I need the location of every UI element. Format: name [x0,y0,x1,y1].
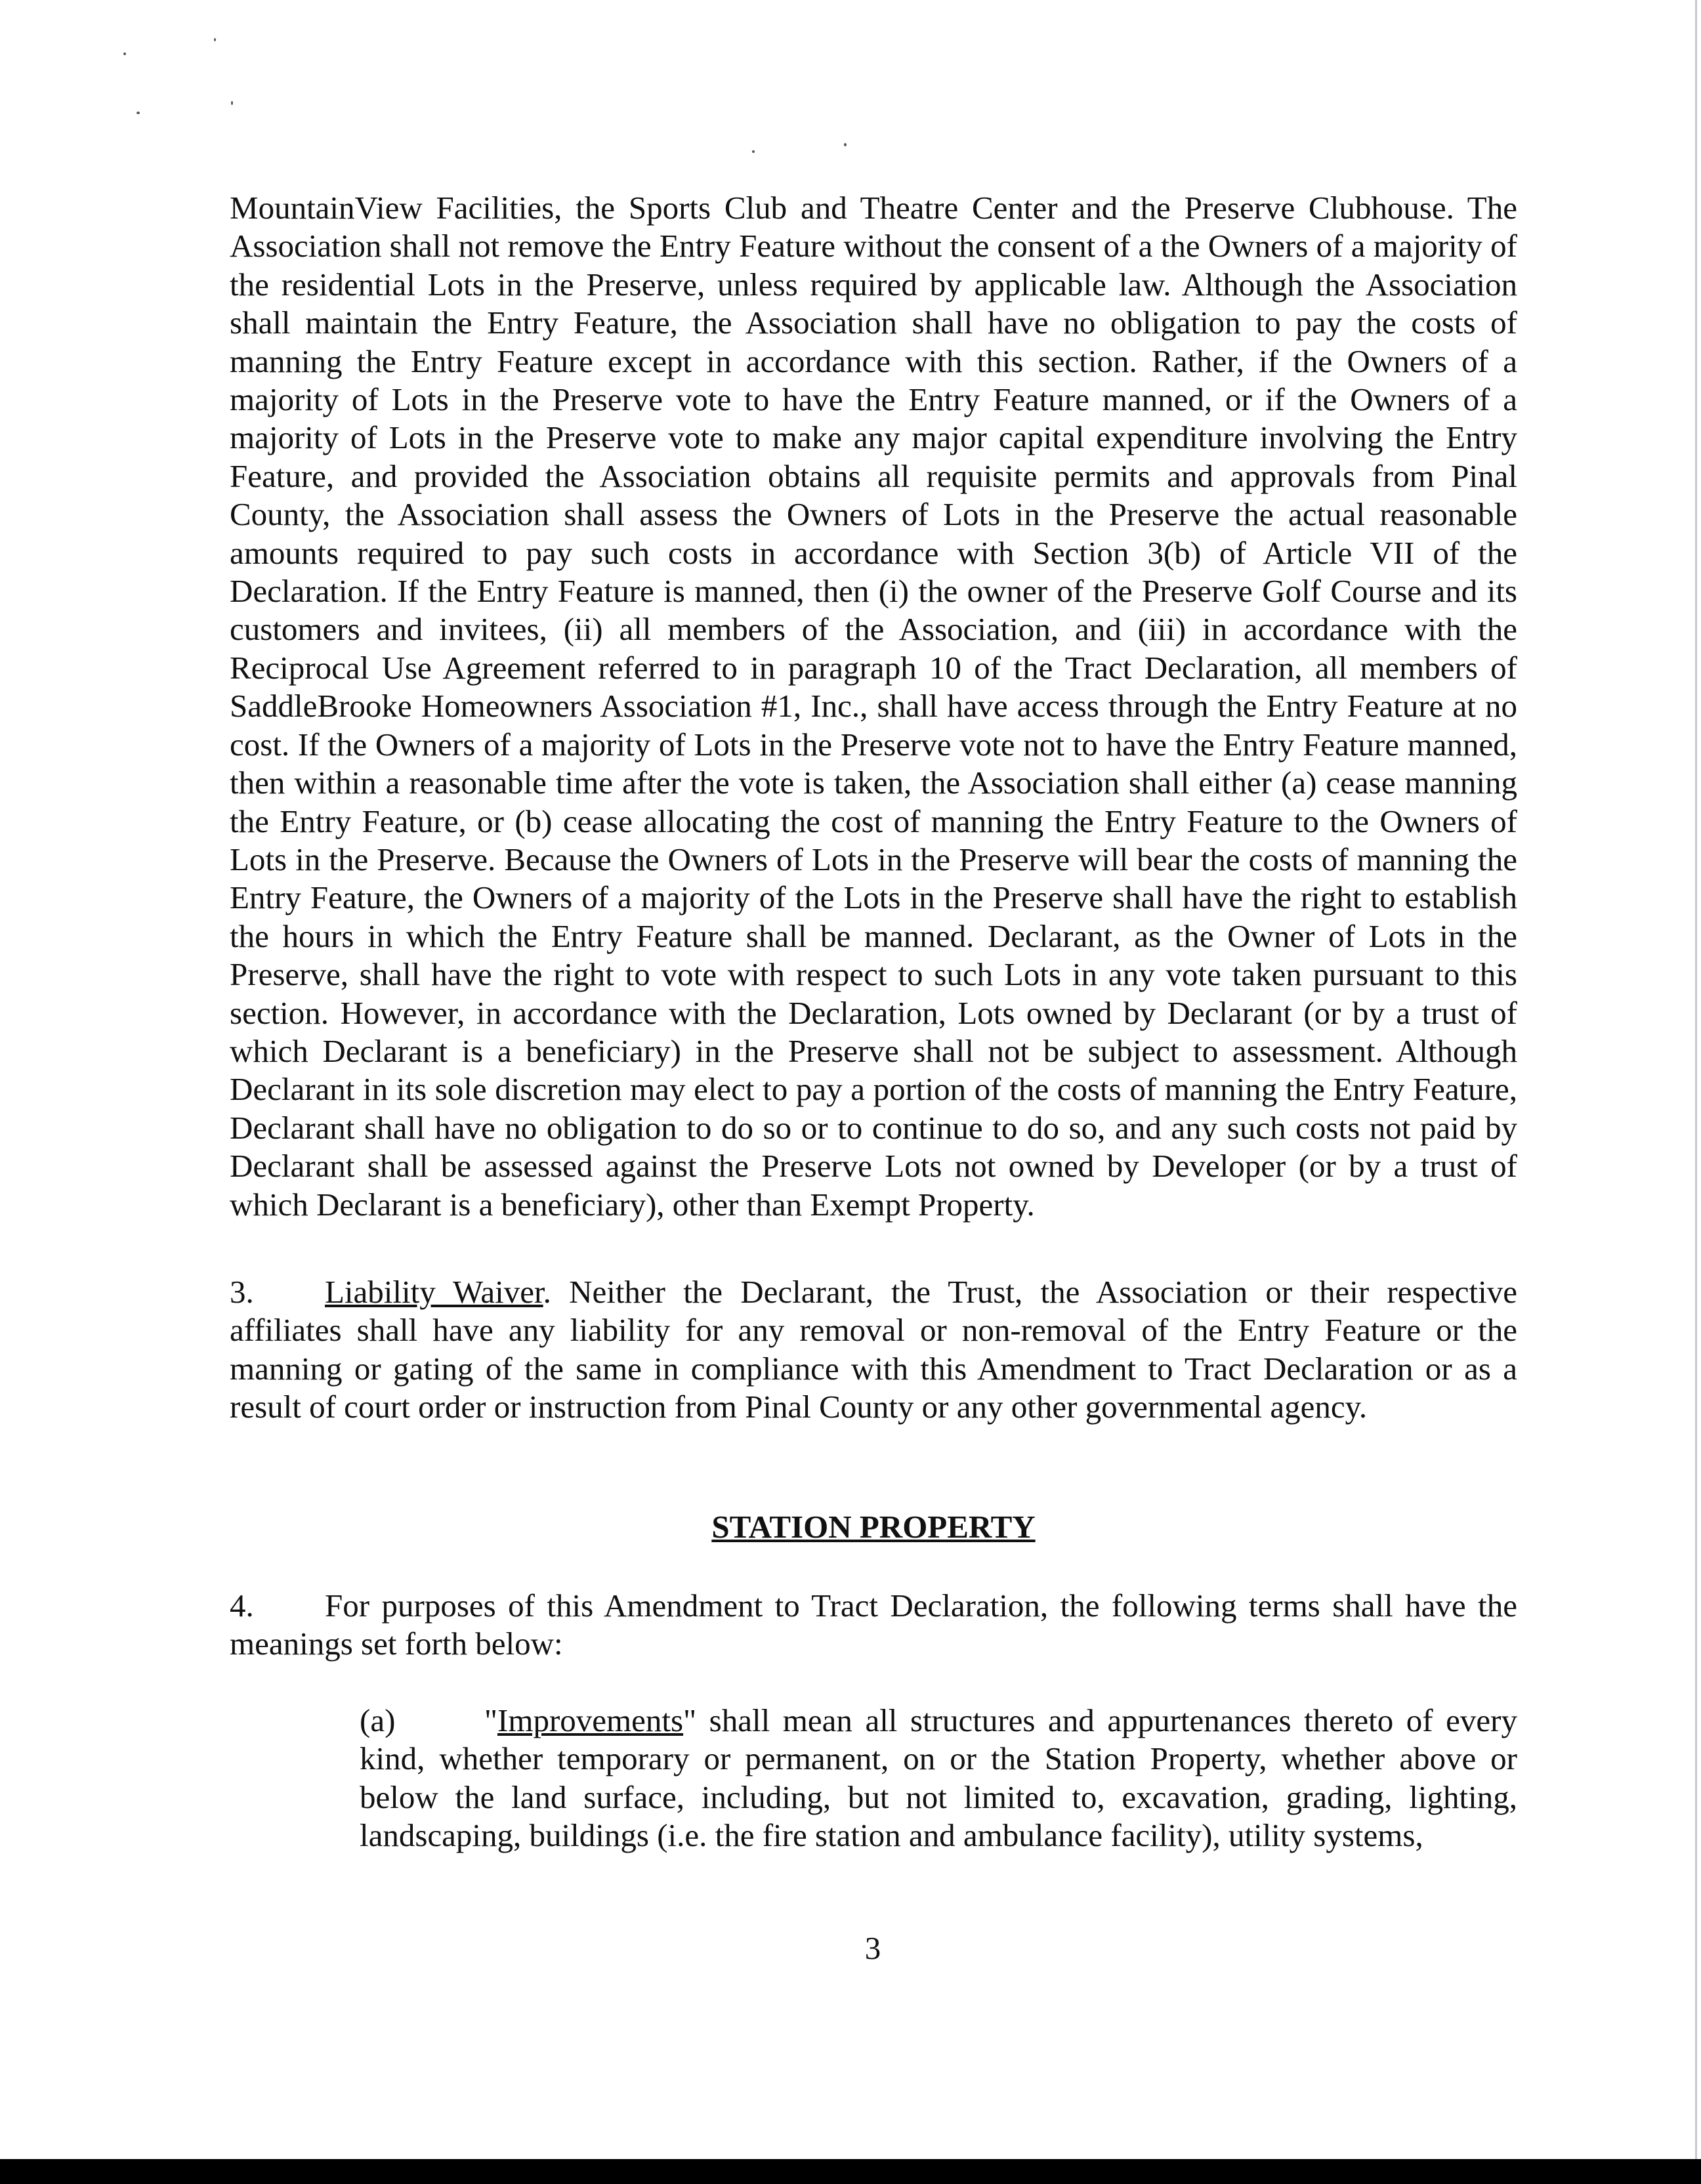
page-number: 3 [864,1930,881,1966]
paragraph-entry-feature: MountainView Facilities, the Sports Club and Theatre Center and the Preserve Clubhouse. The Association shall not remove the Entry Feature without the consent of a the Owners of a majority of the residential Lots in the Preserve, unless required by applicable law. Although the Association shall maintain the Entry Feature, the Association shall have no obligation to pay the costs of manning the Entry Feature except in accordance with this section. Rather, if the Owners of a majority of Lots in the Preserve vote to have the Entry Feature manned, or if the Owners of a majority of Lots in the Preserve vote to make any major capital expenditure involving the Entry Feature, and provided the Association obtains all requisite permits and approvals from Pinal County, the Association shall assess the Owners of Lots in the Preserve the actual reasonable amounts required to pay such costs in accordance with Section 3(b) of Article VII of the Declaration. If the Entry Feature is manned, then (i) the owner of the Preserve Golf Course and its customers and invitees, (ii) all members of the Association, and (iii) in accordance with the Reciprocal Use Agreement referred to in paragraph 10 of the Tract Declaration, all members of SaddleBrooke Homeowners Association #1, Inc., shall have access through the Entry Feature at no cost. If the Owners of a majority of Lots in the Preserve vote not to have the Entry Feature manned, then within a reasonable time after the vote is taken, the Association shall either (a) cease manning the Entry Feature, or (b) cease allocating the cost of manning the Entry Feature to the Owners of Lots in the Preserve. Because the Owners of Lots in the Preserve will bear the costs of manning the Entry Feature, the Owners of a majority of the Lots in the Preserve shall have the right to establish the hours in which the Entry Feature shall be manned. Declarant, as the Owner of Lots in the Preserve, shall have the right to vote with respect to such Lots in any vote taken pursuant to this section. However, in accordance with the Declaration, Lots owned by Declarant (or by a trust of which Declarant is a beneficiary) in the Preserve shall not be subject to assessment. Although Declarant in its sole discretion may elect to pay a portion of the costs of manning the Entry Feature, Declarant shall have no obligation to do so or to continue to do so, and any such costs not paid by Declarant shall be assessed against the Preserve Lots not owned by Developer (or by a trust of which Declarant is a beneficiary), other than Exempt Property. [230,190,1517,1223]
section-title-punctuation: . [543,1274,551,1310]
section-number: 3. [230,1274,254,1310]
section-heading: STATION PROPERTY [711,1509,1036,1545]
quote-open: " [484,1702,498,1738]
defined-term: Improvements [497,1702,684,1738]
section-number: 4. [230,1587,254,1624]
scan-speck [844,143,847,146]
scan-speck [136,112,140,114]
scan-speck [123,52,126,55]
section-title: Liability Waiver [325,1274,543,1310]
section-body: Neither the Declarant, the Trust, the Association or their respective affiliates shall have any liability for any removal or non-removal of the Entry Feature or the manning or gating of the same in compliance with this Amendment to Tract Declaration or as a result of court order or instruction from Pinal County or any other governmental agency. [230,1274,1517,1425]
paragraph-definitions-intro [230,1587,1517,1664]
scan-speck [231,101,233,105]
quote-close: " [683,1702,697,1738]
definition-body: shall mean all structures and appurtenances thereto of every kind, whether temporary or permanent, on or the Station Property, whether above or below the land surface, including, but not limited to, excavation, grading, lighting, landscaping, buildings (i.e. the fire station and ambulance facility), utility systems, [360,1702,1517,1854]
scan-edge-line [1695,0,1697,2159]
section-body: For purposes of this Amendment to Tract Declaration, the following terms shall have the meanings set forth below: [230,1587,1517,1662]
paragraph-improvements-definition [360,1702,1517,1855]
paragraph-liability-waiver [230,1273,1517,1427]
scan-speck [752,150,755,153]
scan-speck [214,38,216,41]
scan-bottom-border [0,2159,1701,2184]
subsection-label: (a) [360,1702,396,1738]
